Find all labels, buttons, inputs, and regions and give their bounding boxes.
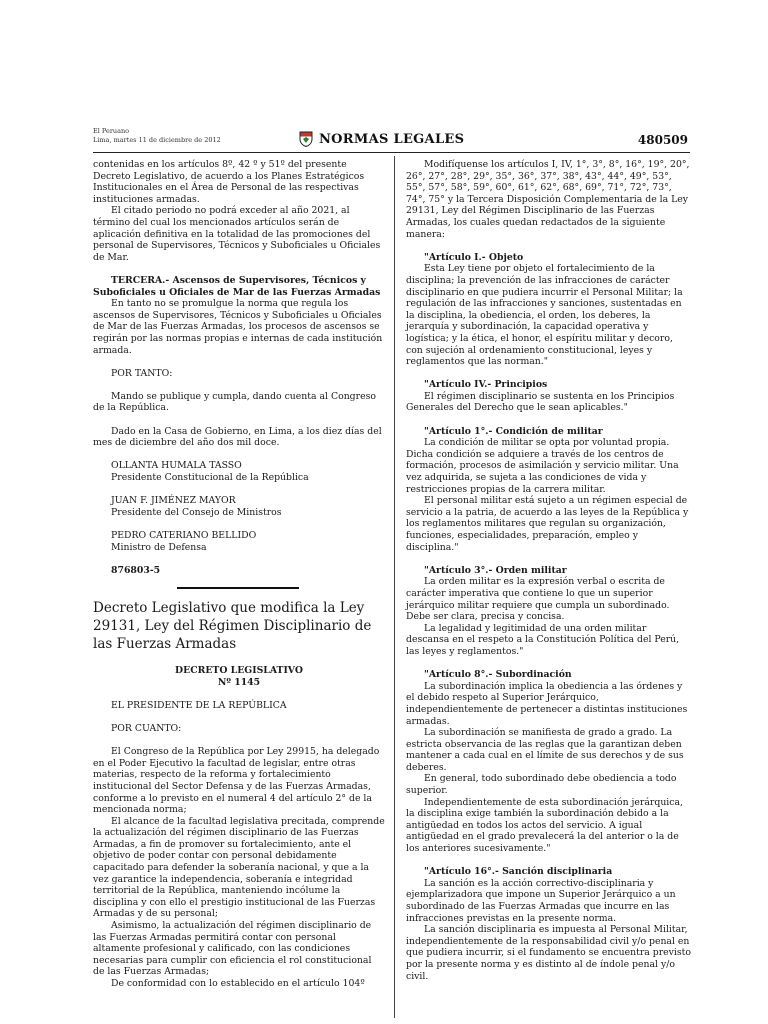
article-heading: "Artículo 1°.- Condición de militar	[424, 425, 603, 437]
paragraph: Asimismo, la actualización del régimen disciplinario de las Fuerzas Armadas permitirá contar con personal altamente profesional y calificado, con las condiciones necesarias para cumplir con eficiencia el rol constitucional de las Fuerzas Armadas;	[93, 920, 372, 978]
paragraph: El Congreso de la República por Ley 29915, ha delegado en el Poder Ejecutivo la facultad de legislar, entre otras materias, respecto de la reforma y fortalecimiento institucional del Sector Defensa y de las Fuerzas Armadas, conforme a lo previsto en el numeral 4 del artículo 2° de la mencionada norma;	[93, 746, 380, 816]
article-text: El régimen disciplinario se sustenta en los Principios Generales del Derecho que le sean aplicables."	[406, 390, 675, 414]
publication-name: El Peruano	[93, 127, 130, 135]
article-text: En general, todo subordinado debe obediencia a todo superior.	[406, 773, 677, 797]
article-heading: "Artículo 16°.- Sanción disciplinaria	[424, 866, 613, 878]
document-number: 876803-5	[111, 564, 161, 576]
article-heading: "Artículo 8°.- Subordinación	[424, 669, 572, 681]
page-header	[93, 127, 690, 151]
article-text: El personal militar está sujeto a un régimen especial de servicio a la patria, de acuerdo a las leyes de la República y los reglamentos militares que regulan su organización, funciones, especialidades, preparación, empleo y disciplina."	[406, 495, 689, 553]
article-text: La legalidad y legitimidad de una orden militar descansa en el respeto a la Constitución Política del Perú, las leyes y reglamentos."	[406, 622, 680, 657]
article-text: La subordinación implica la obediencia a las órdenes y el debido respeto al Superior Jerárquico, independientemente de pertenecer a distintas instituciones armadas.	[406, 680, 688, 727]
paragraph: contenidas en los artículos 8º, 42 º y 51º del presente Decreto Legislativo, de acuerdo a los Planes Estratégicos Institucionales en el Área de Personal de las respectivas instituciones armadas.	[93, 159, 365, 205]
paragraph: En tanto no se promulgue la norma que regula los ascensos de Supervisores, Técnicos y Suboficiales u Oficiales de Mar de las Fuerzas Armadas, los procesos de ascensos se regirán por las normas propias e internas de cada institución armada.	[93, 298, 383, 356]
article-heading: "Artículo 3°.- Orden militar	[424, 564, 567, 576]
header-section	[299, 131, 464, 147]
paragraph: El citado periodo no podrá exceder al año 2021, al término del cual los mencionados artículos serán de aplicación definitiva en la totalidad de las promociones del personal de Supervisores, Técnicos y Suboficiales u Oficiales de Mar.	[93, 205, 381, 263]
article-text: La sanción es la acción correctivo-disciplinaria y ejemplarizadora que impone un Superior Jerárquico a un subordinado de las Fuerzas Armadas que incurre en las infracciones previstas en la presente norma.	[406, 877, 676, 924]
signatory-name: OLLANTA HUMALA TASSO	[111, 460, 242, 472]
article-text: La condición de militar se opta por voluntad propia. Dicha condición se adquiere a través de los centros de formación, procesos de asimilación y servicio militar. Una vez adquirida, se sujeta a las condiciones de vida y restricciones propias de la carrera militar.	[406, 437, 679, 495]
page-number: 480509	[637, 133, 688, 147]
signatory-title: Presidente del Consejo de Ministros	[111, 506, 282, 518]
closing-label: POR TANTO:	[111, 367, 173, 379]
president-line: EL PRESIDENTE DE LA REPÚBLICA	[111, 699, 287, 711]
coat-of-arms-icon	[299, 131, 313, 147]
paragraph: El alcance de la facultad legislativa precitada, comprende la actualización del régimen disciplinario de las Fuerzas Armadas, a fin de promover su fortalecimiento, ante el objetivo de poder contar con personal debidamente capacitado para defender la soberanía nacional, y que a la vez garantice la independencia, soberanía e integridad territorial de la República, manteniendo incólume la disciplina y con ello el prestigio institucional de las Fuerzas Armadas y de su personal;	[93, 815, 385, 920]
article-text: La sanción disciplinaria es impuesta al Personal Militar, independientemente de la responsabilidad civil y/o penal en que pudiera incurrir, si el fundamento se encuentra previsto por la presente norma y es distinto al de índole penal y/o civil.	[406, 924, 691, 982]
header-rule	[93, 152, 690, 153]
article-text: Independientemente de esta subordinación jerárquica, la disciplina exige también la subordinación debido a la antigüedad en todos los actos del servicio. A igual antigüedad en el grado prevalecerá la del anterior o la de los anteriores sucesivamente."	[406, 796, 683, 855]
signatory-title: Ministro de Defensa	[111, 541, 207, 553]
column-divider	[394, 156, 395, 1018]
signatory-name: JUAN F. JIMÉNEZ MAYOR	[111, 495, 236, 507]
article-text: La orden militar es la expresión verbal o escrita de carácter imperativa que contiene lo que un superior jerárquico militar requiere que cumpla un subordinado. Debe ser clara, precisa y concisa.	[406, 576, 670, 623]
article-text: La subordinación se manifiesta de grado a grado. La estricta observancia de las reglas que la garantizan deben mantener a cada cual en el límite de sus derechos y de sus deberes.	[406, 727, 684, 773]
article-heading: "Artículo I.- Objeto	[424, 251, 524, 263]
article-text: Esta Ley tiene por objeto el fortalecimiento de la disciplina; la prevención de las infracciones de carácter disciplinario en que pudiera incurrir el Personal Militar; la regulación de las infracciones y sanciones, sustentadas en la disciplina, la obediencia, el orden, los deberes, la jerarquía y subordinación, la capacidad operativa y logística; y la ética, el honor, el espíritu militar y decoro, con sujeción al ordenamiento constitucional, leyes y reglamentos que las norman."	[406, 263, 683, 368]
section-separator	[177, 587, 299, 589]
left-column	[93, 159, 385, 990]
paragraph: Modifíquense los artículos I, IV, 1°, 3°, 8°, 16°, 19°, 20°, 26°, 27°, 28°, 29°, 35°, 36°, 37°, 38°, 43°, 44°, 49°, 53°, 55°, 57°, 58°, 59°, 60°, 61°, 62°, 68°, 69°, 71°, 72°, 73°, 74°, 75° y la Tercera Disposición Complementaria de la Ley 29131, Ley del Régimen Disciplinario de las Fuerzas Armadas, los cuales quedan redactados de la siguiente manera:	[406, 159, 690, 240]
por-cuanto-label: POR CUANTO:	[111, 722, 182, 734]
decree-label: DECRETO LEGISLATIVO	[175, 664, 303, 676]
signatory-name: PEDRO CATERIANO BELLIDO	[111, 530, 257, 541]
decree-title: Decreto Legislativo que modifica la Ley 29131, Ley del Régimen Disciplinario de las Fuerzas Armadas	[93, 600, 372, 653]
header-publication-info	[93, 127, 221, 145]
article-heading: "Artículo IV.- Principios	[424, 379, 548, 391]
decree-number: Nº 1145	[217, 676, 261, 688]
signatory-title: Presidente Constitucional de la República	[111, 472, 309, 484]
section-title: NORMAS LEGALES	[319, 131, 465, 147]
paragraph: Dado en la Casa de Gobierno, en Lima, a los diez días del mes de diciembre del año dos mil doce.	[93, 425, 382, 449]
section-heading: TERCERA.- Ascensos de Supervisores, Técnicos y Suboficiales u Oficiales de Mar de las Fuerzas Armadas	[93, 274, 381, 298]
publication-date: Lima, martes 11 de diciembre de 2012	[93, 136, 221, 144]
paragraph: Mando se publique y cumpla, dando cuenta al Congreso de la República.	[93, 390, 376, 414]
right-column	[406, 159, 692, 982]
paragraph: De conformidad con lo establecido en el artículo 104º	[111, 978, 365, 989]
